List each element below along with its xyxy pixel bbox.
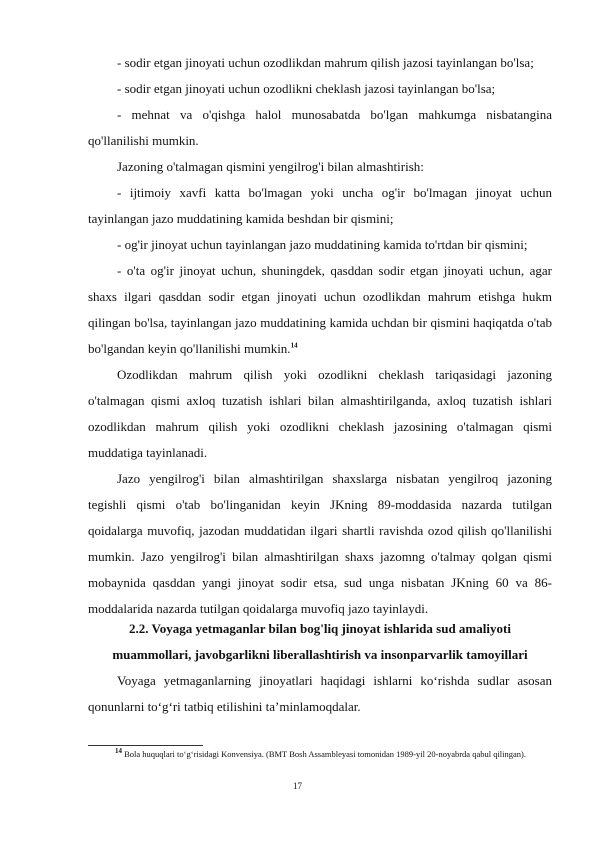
body-text-top (88, 50, 552, 622)
list-item-3: - mehnat va o'qishga halol munosabatda bo'lgan mahkumga nisbatangina qo'llanilishi mumkin. (88, 107, 552, 148)
section-intro: Jazoning o'talmagan qismini yengilrog'i bilan almashtirish: (117, 159, 424, 174)
paragraph-10: Voyaga yetmaganlarning jinoyatlari haqidagi ishlarni ko‘rishda sudlar asosan qonunlarni to‘g‘ri tatbiq etilishini ta’minlamoqdalar. (88, 673, 552, 714)
list-item-2: - sodir etgan jinoyati uchun ozodlikni cheklash jazosi tayinlangan bo'lsa; (117, 81, 496, 96)
list-item-6 (88, 258, 552, 362)
list-item-1: - sodir etgan jinoyati uchun ozodlikdan mahrum qilish jazosi tayinlangan bo'lsa; (117, 55, 534, 70)
footnote-text: Bola huquqlari to‘g‘risidagi Konvensiya. (BMT Bosh Assambleyasi tomonidan 1989-yil 20-noyabrda qabul qilingan). (124, 749, 527, 759)
section-heading-line-2: muammollari, javobgarlikni liberallashtirish va insonparvarlik tamoyillari (112, 647, 528, 662)
paragraph-9: Jazo yengilrog'i bilan almashtirilgan shaxslarga nisbatan yengilroq jazoning tegishli qismi o'tab bo'linganidan keyin JKning 89-moddasida nazarda tutilgan qoidalarga muvofiq, jazodan muddatidan ilgari shartli ravishda ozod qilish qo'llanilishi mumkin. Jazo yengilrog'i bilan almashtirilgan shaxs jazomng o'talmay qolgan qismi mobaynida qasddan yangi jinoyat sodir etsa, sud unga nisbatan JKning 60 va 86-moddalarida nazarda tutilgan qoidalarga muvofiq jazo tayinlaydi. (88, 471, 552, 616)
footnote (88, 747, 552, 762)
section-heading-line-1: 2.2. Voyaga yetmaganlar bilan bog'liq jinoyat ishlarida sud amaliyoti (129, 621, 511, 636)
footnote-divider (88, 745, 203, 746)
list-item-5: - og'ir jinoyat uchun tayinlangan jazo muddatining kamida to'rtdan bir qismini; (117, 237, 528, 252)
footnote-number: 14 (115, 747, 122, 756)
list-item-6-text: - o'ta og'ir jinoyat uchun, shuningdek, qasddan sodir etgan jinoyati uchun, agar shaxs ilgari qasddan sodir etgan jinoyati uchun ozodlikdan mahrum etishga hukm qilingan bo'lsa, tayinlangan jazo muddatining kamida uchdan bir qismini haqiqatda o'tab bo'lgandan keyin qo'llanilishi mumkin. (88, 263, 552, 356)
footnote-reference[interactable]: 14 (290, 341, 298, 350)
paragraph-8: Ozodlikdan mahrum qilish yoki ozodlikni cheklash tariqasidagi jazoning o'talmagan qismi axloq tuzatish ishlari bilan almashtirilganda, axloq tuzatish ishlari ozodlikdan mahrum qilish yoki ozodlikni cheklash jazosining o'talmagan qismi muddatiga tayinlanadi. (88, 367, 552, 460)
page-number: 17 (293, 781, 302, 791)
list-item-4: - ijtimoiy xavfi katta bo'lmagan yoki uncha og'ir bo'lmagan jinoyat uchun tayinlangan jazo muddatining kamida beshdan bir qismini; (88, 185, 552, 226)
body-text-bottom (88, 668, 552, 720)
